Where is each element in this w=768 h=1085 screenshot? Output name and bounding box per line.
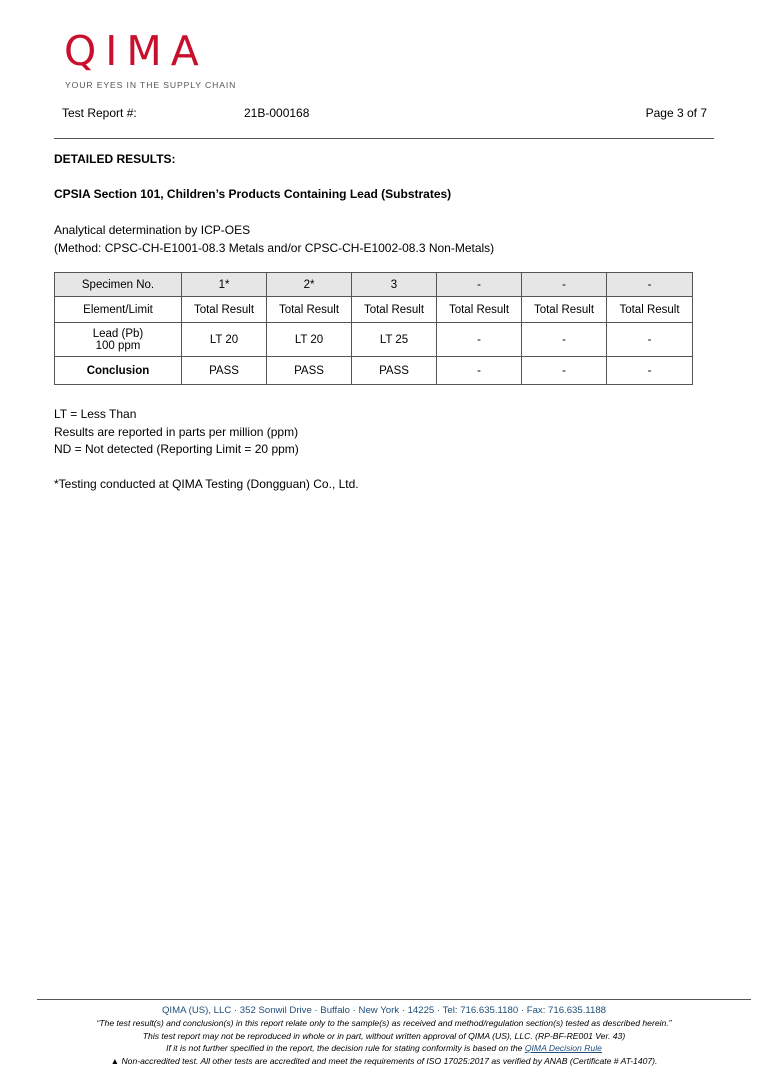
logo-wordmark: QIMA: [64, 27, 208, 75]
note-nd: ND = Not detected (Reporting Limit = 20 ppm): [54, 442, 299, 456]
conclusion-row: [55, 357, 693, 385]
footer-address: QIMA (US), LLC · 352 Sonwil Drive · Buffalo · New York · 14225 · Tel: 716.635.1180 · Fax: 716.635.1188: [161, 1005, 607, 1016]
lead-value-cell: LT 20: [182, 323, 267, 357]
footer-divider: [37, 999, 751, 1000]
result-header-cell: Total Result: [182, 297, 267, 323]
result-header-cell: Total Result: [352, 297, 437, 323]
decision-rule-text: If it is not further specified in the report, the decision rule for stating conformity is based on the: [166, 1043, 523, 1053]
specimen-label: Specimen No.: [55, 273, 182, 297]
lead-value-cell: -: [522, 323, 607, 357]
specimen-header-row: [55, 273, 693, 297]
analytical-line-2: (Method: CPSC-CH-E1001-08.3 Metals and/or CPSC-CH-E1002-08.3 Non-Metals): [54, 241, 495, 255]
element-limit-row: [55, 297, 693, 323]
conclusion-cell: PASS: [182, 357, 267, 385]
lead-value-cell: LT 25: [352, 323, 437, 357]
specimen-cell: -: [437, 273, 522, 297]
analytical-method: [54, 221, 494, 257]
specimen-cell: -: [607, 273, 693, 297]
testing-note: *Testing conducted at QIMA Testing (Dongguan) Co., Ltd.: [54, 477, 359, 491]
decision-rule-link[interactable]: QIMA Decision Rule: [524, 1043, 602, 1053]
report-number-label: Test Report #:: [62, 106, 137, 120]
lead-element: Lead (Pb): [92, 327, 144, 340]
conclusion-cell: -: [437, 357, 522, 385]
notes: [54, 406, 299, 459]
specimen-cell: 3: [352, 273, 437, 297]
specimen-cell: 1*: [182, 273, 267, 297]
conclusion-cell: PASS: [267, 357, 352, 385]
lead-value-cell: LT 20: [267, 323, 352, 357]
conclusion-cell: -: [607, 357, 693, 385]
section-title: DETAILED RESULTS:: [54, 152, 176, 166]
footer-reproduction: This test report may not be reproduced in whole or in part, without written approval of QIMA (US), LLC. (RP-BF-RE001 Ver. 43): [142, 1030, 626, 1041]
specimen-cell: 2*: [267, 273, 352, 297]
footer-accreditation: [0, 1055, 768, 1068]
lead-label: [55, 323, 182, 357]
conclusion-cell: PASS: [352, 357, 437, 385]
result-header-cell: Total Result: [437, 297, 522, 323]
footer-decision-rule: [0, 1042, 768, 1055]
result-header-cell: Total Result: [607, 297, 693, 323]
conclusion-label: Conclusion: [55, 357, 182, 385]
results-table: [54, 272, 693, 385]
footer-disclaimer: “The test result(s) and conclusion(s) in this report relate only to the sample(s) as received and method/regulation section(s) tested as described herein.”: [96, 1018, 672, 1028]
lead-row: [55, 323, 693, 357]
page-indicator: Page 3 of 7: [645, 106, 707, 120]
footer: [0, 1004, 768, 1067]
note-ppm: Results are reported in parts per million (ppm): [54, 424, 299, 439]
triangle-icon: ▲: [110, 1055, 120, 1066]
analytical-line-1: Analytical determination by ICP-OES: [54, 223, 251, 237]
conclusion-cell: -: [522, 357, 607, 385]
result-header-cell: Total Result: [267, 297, 352, 323]
specimen-cell: -: [522, 273, 607, 297]
note-lt: LT = Less Than: [54, 407, 137, 421]
lead-value-cell: -: [437, 323, 522, 357]
lead-value-cell: -: [607, 323, 693, 357]
accreditation-text: Non-accredited test. All other tests are accredited and meet the requirements of ISO 17025:2017 as verified by ANAB (Certificate # AT-1407).: [121, 1055, 658, 1066]
header-divider: [54, 138, 714, 139]
result-header-cell: Total Result: [522, 297, 607, 323]
qima-logo: [64, 28, 236, 90]
logo-tagline: YOUR EYES IN THE SUPPLY CHAIN: [65, 80, 237, 90]
report-number: 21B-000168: [244, 106, 310, 120]
subsection-title: CPSIA Section 101, Children’s Products Containing Lead (Substrates): [54, 187, 452, 201]
element-limit-label: Element/Limit: [55, 297, 182, 323]
lead-limit: 100 ppm: [95, 339, 141, 352]
